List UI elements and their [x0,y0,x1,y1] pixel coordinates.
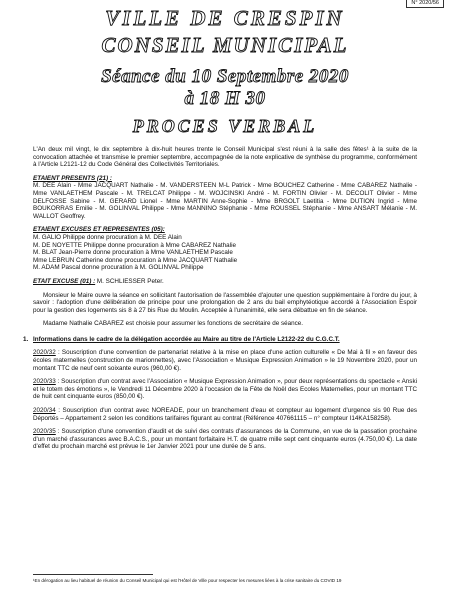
secretary-paragraph: Madame Nathalie CABAREZ est choisie pour assumer les fonctions de secrétaire de séance. [43,320,304,328]
proxy-line: M. ADAM Pascal donne procuration à M. GOLINVAL Philippe [33,264,204,272]
decision-text: : Souscription d'une convention de partenariat relative à la mise en place d'une action culturelle « De Mai à fil » en faveur des écoles maternelles (construction de marionnettes), avec l'Association « Musique Expression Animation » le 19 Novembre 2020, pour un montant TTC de neuf cent soixante euros (960,00 €). [33,349,417,372]
excuses-block [33,226,417,272]
footnote-divider [33,574,153,575]
section-number: 1. [23,335,29,343]
title-council: CONSEIL MUNICIPAL [101,33,349,57]
footnote: ¹En dérogation au lieu habituel de réunion du Conseil Municipal qui est l'Hôtel de Ville pour respecter les mesures liées à la crise sanitaire du COVID 19 [33,578,342,583]
intro-paragraph: L'An deux mil vingt, le dix septembre à dix-huit heures trente le Conseil Municipal s'est réuni à la salle des fêtes¹ à la suite de la convocation attachée et transmise le premier septembre, accompagnée de la note explicative de synthèse du programme, conformément à l'Article L2121-12 du Code Général des Collectivités Territoriales. [33,146,417,169]
title-town: VILLE DE CRESPIN [105,6,345,30]
presents-list: M. DEE Alain - Mme JACQUART Nathalie - M. VANDERSTEEN M-L Patrick - Mme BOUCHEZ Catherine - Mme CABAREZ Nathalie - Mme VANLAETHEM Pascale - M. TRELCAT Philippe - M. WOJCINSKI André - M. FORTIN Olivier - M. DECOLIT Olivier - Mme DELFOSSE Sabine - M. GERARD Lionel - Mme MARTIN Anne-Sophie - Mme BRGOLT Laetitia - Mme DUTION Ingrid - Mme BOUKORRAS Emilie - M. GOLINVAL Philippe - Mme MANNINO Stéphanie - Mme ROUSSEL Stéphanie - Mme ANSART Mélanie - M. WALLOT Geoffrey. [33,182,417,220]
excuses-heading: ETAIENT EXCUSES ET REPRESENTES (05): [33,226,165,234]
proxy-line: M. DE NOYETTE Philippe donne procuration à Mme CABAREZ Nathalie [33,241,236,249]
title-session-time: à 18 H 30 [184,88,266,109]
decision-text: : Souscription d'un contrat avec NOREADE, pour un branchement d'eau et compteur au logement d'urgence sis 90 Rue des Déportés – Appartement 2 selon les conditions tarifaires figurant au contrat (Référence 407661115 – n° compteur I14KA158258). [33,407,417,422]
reference-number: N° 2020/56 [406,0,444,8]
decision-ref: 2020/33 [33,378,56,386]
excused-line [33,278,417,286]
decision-text: : Souscription d'un contrat avec l'Association « Musique Expression Animation », pour deux représentations du spectacle « Anski et le totem des émotions », le Vendredi 11 Décembre 2020 à l'occasion de la Fête de Noël des Ecoles Maternelles, pour un montant TTC de huit cent cinquante euros (850,00 €). [33,378,417,401]
decision-ref: 2020/34 [33,407,56,415]
section-title: Informations dans le cadre de la délégation accordée au Maire au titre de l'Article L2122-22 du C.G.C.T. [33,335,340,343]
title-session-date: Séance du 10 Septembre 2020 [101,66,349,87]
decision-item [33,349,417,372]
presents-heading: ETAIENT PRESENTS (21) : [33,174,112,182]
excused-heading: ETAIT EXCUSE (01) : [33,277,96,285]
presents-block [33,175,417,221]
excused-name: M. SCHLIESSER Peter. [96,277,164,285]
decision-ref: 2020/32 [33,349,56,357]
title-minutes: PROCES VERBAL [132,116,318,136]
opening-motion: Monsieur le Maire ouvre la séance en sollicitant l'autorisation de l'assemblée d'ajouter une question supplémentaire à l'ordre du jour, à savoir : l'adoption d'une délibération de principe pour une prolongation de 2 ans du bail emphytéotique accordé à l'Association Espoir pour la gestion des logements sis 8 à 27 bis Rue du Moulin. Acceptée à l'unanimité, elle sera débattue en fin de séance. [33,291,417,314]
proxy-line: M. GALIO Philippe donne procuration à M. DEE Alain [33,233,182,241]
decision-text: : Souscription d'une convention d'audit et de suivi des contrats d'assurances de la Commune, en vue de la passation prochaine d'un marché d'assurances avec B.A.C.S., pour un montant forfaitaire H.T. de quatre mille sept cent cinquante euros (4.750,00 €). La date d'effet du prochain marché est prévue le 1er Janvier 2021 pour une durée de 5 ans. [33,428,417,451]
decision-item [33,407,417,422]
decision-item [33,428,417,451]
proxy-line: Mme LEBRUN Catherine donne procuration à Mme JACQUART Nathalie [33,256,238,264]
section-heading [23,336,417,344]
decision-ref: 2020/35 [33,428,56,436]
proxy-line: M. BLAT Jean-Pierre donne procuration à Mme VANLAETHEM Pascale [33,249,233,257]
decision-item [33,378,417,401]
document-body [23,146,417,457]
